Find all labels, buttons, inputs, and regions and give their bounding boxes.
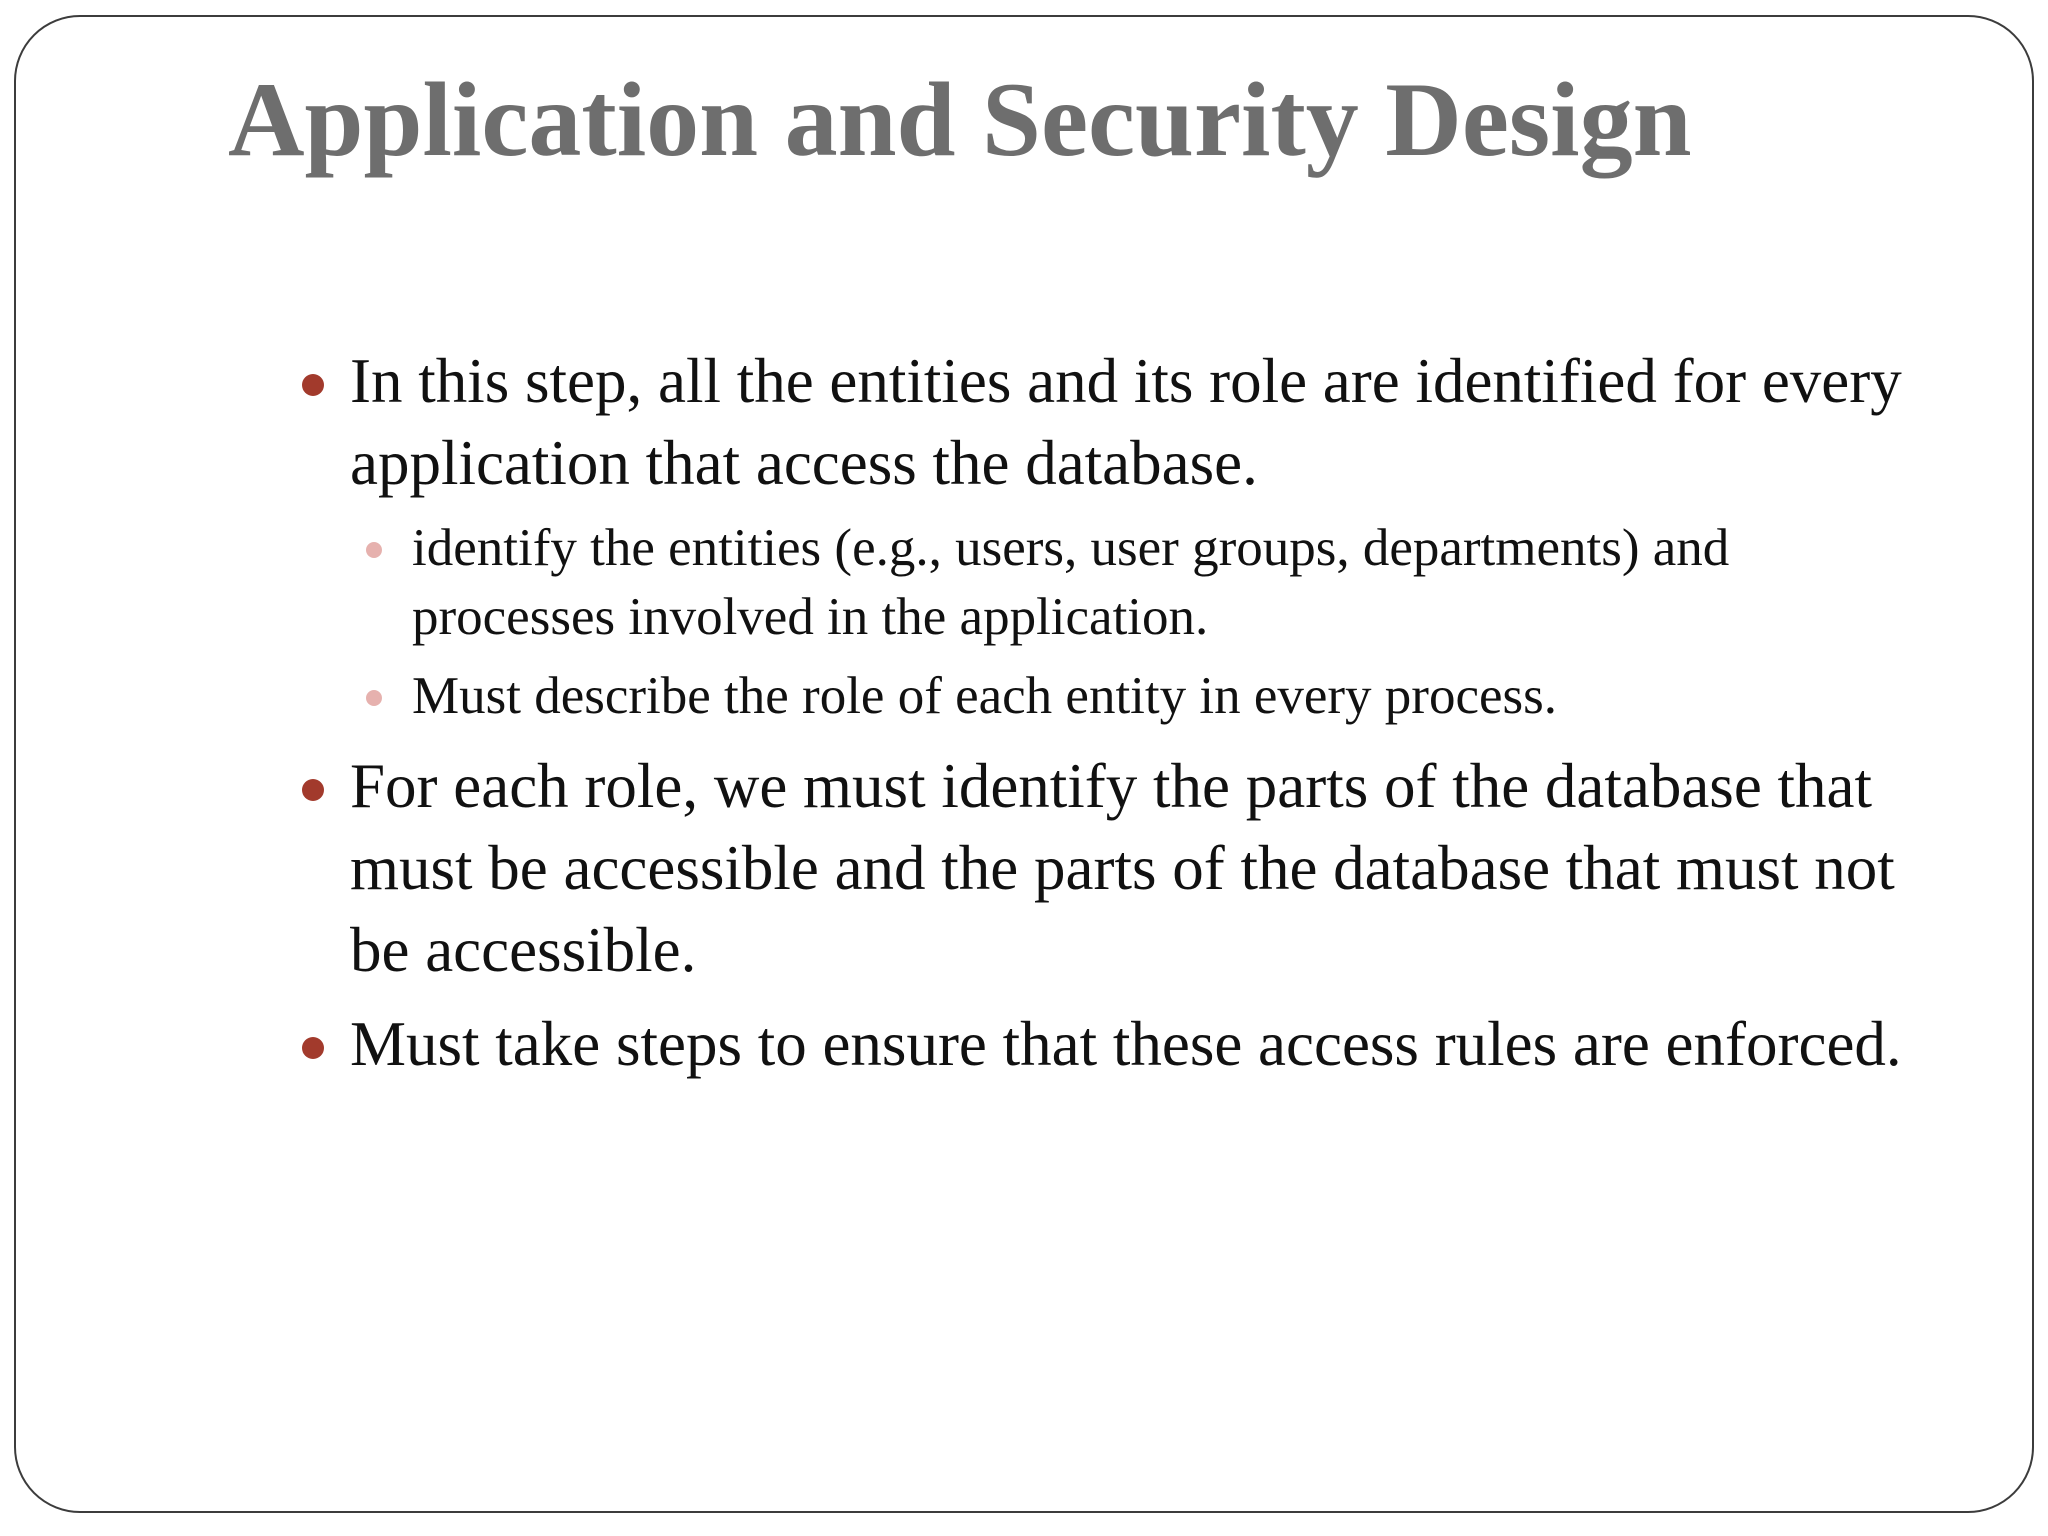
- bullet-dot-icon: [302, 374, 324, 396]
- sub-bullet-item: [350, 662, 1940, 731]
- slide-title: Application and Security Design: [228, 61, 1692, 178]
- bullet-text: In this step, all the entities and its role are identified for every application that access the database.: [350, 346, 1902, 498]
- bullet-item: [300, 745, 1940, 991]
- bullet-list: [300, 340, 1940, 1085]
- sub-bullet-item: [350, 514, 1940, 652]
- bullet-text: Must take steps to ensure that these access rules are enforced.: [350, 1009, 1902, 1079]
- bullet-item: [300, 340, 1940, 731]
- sub-bullet-dot-icon: [366, 690, 382, 706]
- bullet-text: For each role, we must identify the parts of the database that must be accessible and the parts of the database that must not be accessible.: [350, 751, 1895, 985]
- sub-bullet-dot-icon: [366, 542, 382, 558]
- bullet-dot-icon: [302, 1037, 324, 1059]
- bullet-item: [300, 1003, 1940, 1085]
- bullet-dot-icon: [302, 779, 324, 801]
- sub-bullet-text: Must describe the role of each entity in every process.: [412, 667, 1557, 725]
- sub-bullet-text: identify the entities (e.g., users, user groups, departments) and processes involved in the application.: [412, 519, 1730, 646]
- sub-bullet-list: [350, 514, 1940, 731]
